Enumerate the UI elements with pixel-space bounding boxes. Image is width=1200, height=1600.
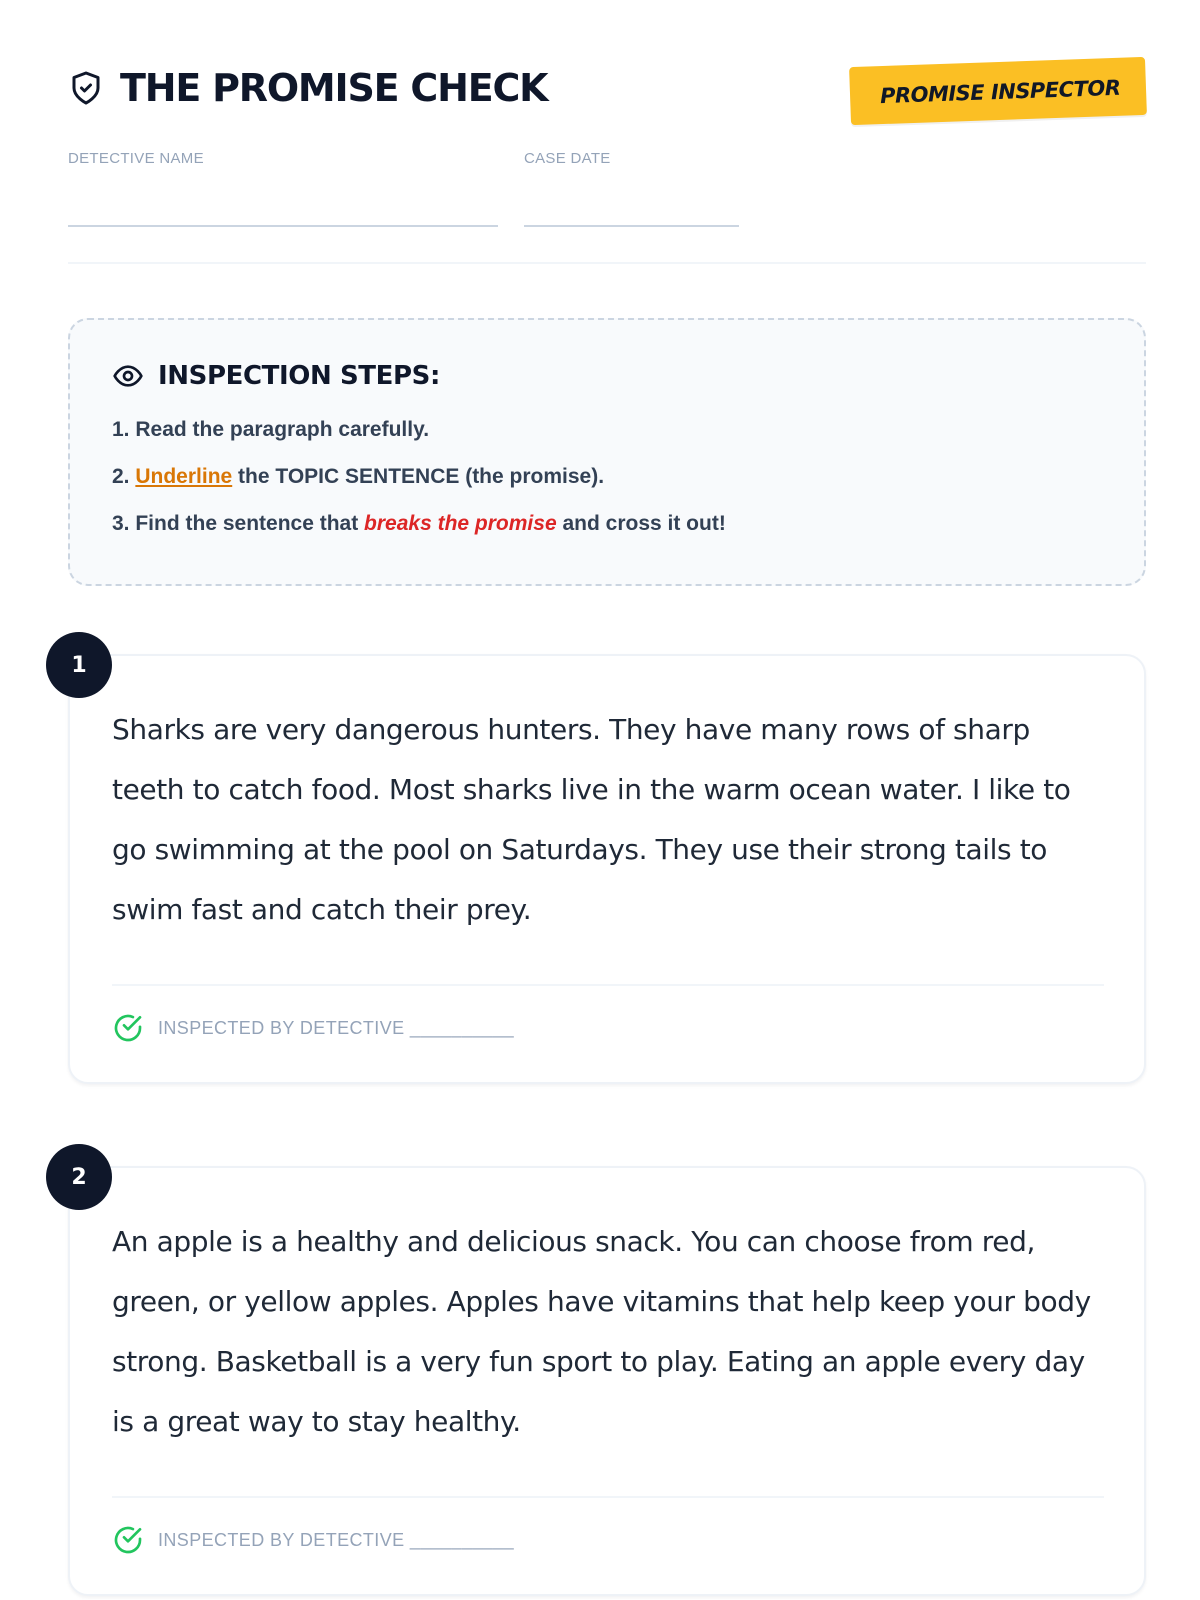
detective-name-line[interactable] xyxy=(68,225,498,227)
underline-word: Underline xyxy=(135,465,233,488)
detective-name-field[interactable] xyxy=(68,150,498,227)
card-number-badge: 2 xyxy=(46,1144,112,1210)
card-footer xyxy=(112,1496,1104,1556)
step-2 xyxy=(112,453,1102,500)
check-circle-icon xyxy=(112,1524,144,1556)
step-2-prefix: 2. xyxy=(112,465,136,488)
paragraph-text[interactable]: An apple is a healthy and delicious snack. You can choose from red, green, or yellow apples. Apples have vitamins that help keep your body strong. Basketball is a very fun sport to play. Eating an apple every day is a great way to stay healthy. xyxy=(112,1225,1091,1438)
paragraph-text[interactable]: Sharks are very dangerous hunters. They have many rows of sharp teeth to catch food. Most sharks live in the warm ocean water. I like to go swimming at the pool on Saturdays. They use their strong tails to swim fast and catch their prey. xyxy=(112,713,1071,926)
detective-name-label: DETECTIVE NAME xyxy=(68,150,204,167)
step-3-prefix: 3. Find the sentence that xyxy=(112,512,365,535)
badge-label: PROMISE INSPECTOR xyxy=(879,75,1121,109)
inspected-by-label: INSPECTED BY DETECTIVE __________ xyxy=(158,1017,515,1038)
steps-title: INSPECTION STEPS: xyxy=(158,361,440,391)
promise-inspector-badge xyxy=(849,57,1147,125)
step-3-suffix: and cross it out! xyxy=(556,512,726,535)
shield-check-icon xyxy=(68,70,104,106)
eye-icon xyxy=(112,360,144,392)
check-circle-icon xyxy=(112,1012,144,1044)
worksheet-header xyxy=(68,66,1146,110)
case-date-field[interactable] xyxy=(524,150,739,227)
step-1-text: 1. Read the paragraph carefully. xyxy=(112,418,430,441)
case-date-line[interactable] xyxy=(524,225,739,227)
page-title: THE PROMISE CHECK xyxy=(120,66,548,110)
breaks-promise-phrase: breaks the promise xyxy=(364,512,557,535)
info-fields xyxy=(68,150,739,227)
card-number-badge: 1 xyxy=(46,632,112,698)
step-1 xyxy=(112,406,1102,453)
inspected-by-label: INSPECTED BY DETECTIVE __________ xyxy=(158,1529,515,1550)
paragraph-card-2 xyxy=(68,1166,1146,1596)
paragraph-card-1 xyxy=(68,654,1146,1084)
steps-header xyxy=(112,360,1102,392)
case-date-label: CASE DATE xyxy=(524,150,611,167)
inspection-steps-box xyxy=(68,318,1146,586)
card-footer xyxy=(112,984,1104,1044)
header-divider xyxy=(68,262,1146,264)
step-3 xyxy=(112,500,1102,547)
step-2-suffix: the TOPIC SENTENCE (the promise). xyxy=(232,465,605,488)
